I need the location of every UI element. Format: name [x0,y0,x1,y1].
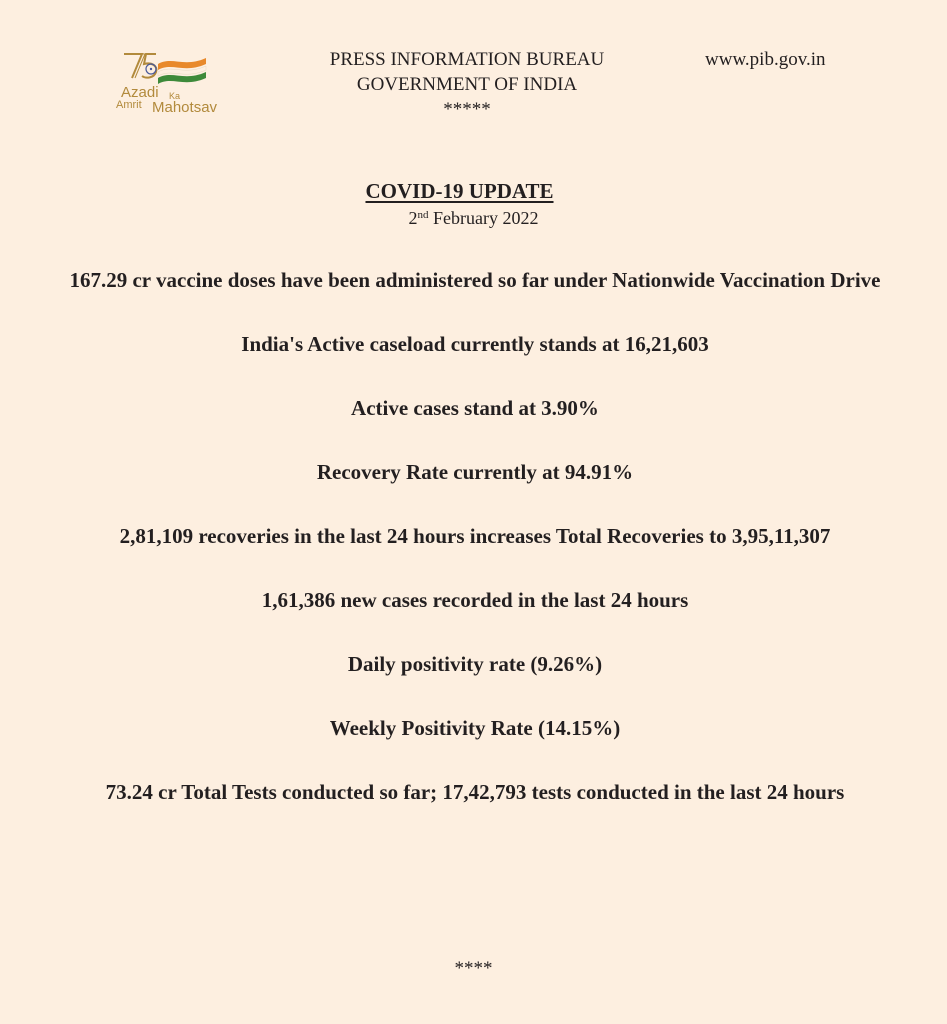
highlight-weekly-positivity: Weekly Positivity Rate (14.15%) [329,716,621,740]
page-title: COVID-19 UPDATE [365,179,554,203]
date-suffix: nd [417,209,429,221]
website-link[interactable]: www.pib.gov.in [705,49,826,70]
logo-word-amrit: Amrit [116,99,142,111]
highlight-active-cases-percent: Active cases stand at 3.90% [351,396,599,420]
highlight-vaccine-doses: 167.29 cr vaccine doses have been administered so far under Nationwide Vaccination Drive [69,268,881,292]
highlight-new-cases: 1,61,386 new cases recorded in the last 24 hours [261,588,689,612]
date-day: 2 [408,208,418,228]
update-title-block [0,177,947,230]
highlight-active-caseload: India's Active caseload currently stands at 16,21,603 [241,332,709,356]
logo-word-ka: Ka [169,91,181,101]
highlights-list [60,265,890,841]
footer-separator: **** [454,958,493,979]
header-separator: ***** [443,99,491,120]
logo-word-mahotsav: Mahotsav [152,99,218,116]
header-line-bureau: PRESS INFORMATION BUREAU [329,49,605,70]
highlight-recovery-rate: Recovery Rate currently at 94.91% [316,460,634,484]
azadi-ka-amrit-mahotsav-logo [112,46,232,118]
pib-header [267,47,667,122]
header-line-government: GOVERNMENT OF INDIA [356,74,578,95]
highlight-recoveries: 2,81,109 recoveries in the last 24 hours increases Total Recoveries to 3,95,11,307 [119,524,831,548]
update-date [0,206,947,230]
highlight-daily-positivity: Daily positivity rate (9.26%) [347,652,603,676]
logo-word-azadi: Azadi [121,84,159,101]
date-rest: February 2022 [428,208,539,228]
highlight-total-tests: 73.24 cr Total Tests conducted so far; 17,42,793 tests conducted in the last 24 hours [105,780,845,804]
